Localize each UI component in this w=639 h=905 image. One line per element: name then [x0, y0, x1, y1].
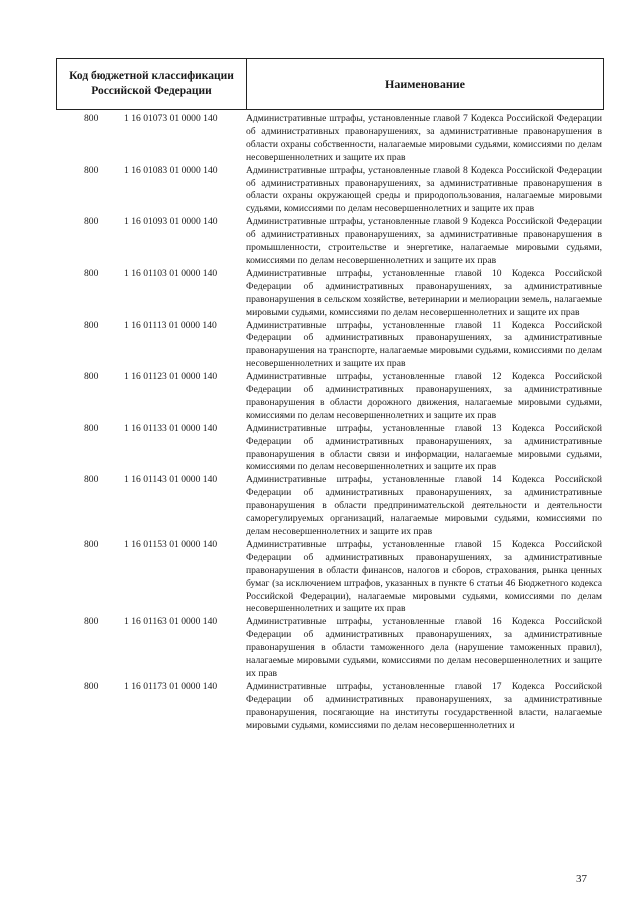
row-name: Административные штрафы, установленные главой 11 Кодекса Российской Федерации об административных правонарушениях, за административные правонарушения на транспорте, налагаемые мировыми судьями, комиссиями по делам несовершеннолетних и защите их прав: [246, 319, 602, 370]
admin-code: 800: [84, 267, 99, 279]
budget-code: 1 16 01123 01 0000 140: [124, 371, 218, 383]
table-row: [56, 539, 604, 616]
admin-code: 800: [84, 474, 99, 486]
table-row: [56, 616, 604, 681]
table-row: [56, 165, 604, 217]
budget-code: 1 16 01133 01 0000 140: [124, 422, 218, 434]
table-row: [56, 320, 604, 372]
admin-code: 800: [84, 616, 99, 628]
budget-code: 1 16 01083 01 0000 140: [124, 164, 218, 176]
budget-code: 1 16 01093 01 0000 140: [124, 216, 218, 228]
budget-code: 1 16 01153 01 0000 140: [124, 538, 218, 550]
table-body: [56, 113, 604, 733]
budget-code: 1 16 01103 01 0000 140: [124, 267, 218, 279]
admin-code: 800: [84, 371, 99, 383]
row-name: Административные штрафы, установленные главой 17 Кодекса Российской Федерации об административных правонарушениях, за административные правонарушения, посягающие на институты государственной власти, налагаемые мировыми судьями, комиссиями по делам несовершеннолетних и: [246, 680, 602, 731]
table-row: [56, 474, 604, 539]
table-row: [56, 681, 604, 733]
budget-code: 1 16 01143 01 0000 140: [124, 474, 218, 486]
admin-code: 800: [84, 319, 99, 331]
budget-code: 1 16 01073 01 0000 140: [124, 113, 218, 124]
admin-code: 800: [84, 164, 99, 176]
header-code-column: Код бюджетной классификации Российской Федерации: [57, 59, 247, 109]
table-header: [56, 58, 604, 110]
row-name: Административные штрафы, установленные главой 12 Кодекса Российской Федерации об административных правонарушениях, за административные правонарушения в области дорожного движения, налагаемые мировыми судьями, комиссиями по делам несовершеннолетних и защите их прав: [246, 371, 602, 421]
table-row: [56, 371, 604, 423]
budget-code: 1 16 01173 01 0000 140: [124, 680, 218, 692]
row-name: Административные штрафы, установленные главой 14 Кодекса Российской Федерации об административных правонарушениях, за административные правонарушения в области предпринимательской деятельности и деятельности саморегулируемых организаций, налагаемые мировыми судьями, комиссиями по делам несовершеннолетних и защите их прав: [246, 474, 602, 537]
admin-code: 800: [84, 680, 99, 692]
budget-code: 1 16 01163 01 0000 140: [124, 616, 218, 628]
admin-code: 800: [84, 216, 99, 228]
header-name-column: Наименование: [385, 76, 465, 91]
row-name: Административные штрафы, установленные главой 10 Кодекса Российской Федерации об административных правонарушениях, за административные правонарушения в сельском хозяйстве, ветеринарии и мелиорации земель, налагаемые мировыми судьями, комиссиями по делам несовершеннолетних и защите их прав: [246, 267, 602, 318]
admin-code: 800: [84, 422, 99, 434]
row-name: Административные штрафы, установленные главой 7 Кодекса Российской Федерации об административных правонарушениях, за административные правонарушения в области охраны собственности, налагаемые мировыми судьями, комиссиями по делам несовершеннолетних и защите их прав: [246, 113, 602, 163]
table-row: [56, 268, 604, 320]
table-row: [56, 216, 604, 268]
table-row: [56, 113, 604, 165]
page-number: 37: [576, 873, 587, 885]
row-name: Административные штрафы, установленные главой 8 Кодекса Российской Федерации об административных правонарушениях, за административные правонарушения в области охраны окружающей среды и природопользования, налагаемые мировыми судьями, комиссиями по делам несовершеннолетних и защите их прав: [246, 164, 602, 215]
admin-code: 800: [84, 113, 99, 124]
row-name: Административные штрафы, установленные главой 16 Кодекса Российской Федерации об административных правонарушениях, за административные правонарушения в области таможенного дела (нарушение таможенных правил), налагаемые мировыми судьями, комиссиями по делам несовершеннолетних и защите их прав: [246, 616, 602, 679]
row-name: Административные штрафы, установленные главой 15 Кодекса Российской Федерации об административных правонарушениях, за административные правонарушения в области финансов, налогов и сборов, страхования, рынка ценных бумаг (за исключением штрафов, указанных в пункте 6 статьи 46 Бюджетного кодекса Российской Федерации), налагаемые мировыми судьями, комиссиями по делам несовершеннолетних и защите их прав: [246, 538, 602, 615]
admin-code: 800: [84, 538, 99, 550]
table-row: [56, 423, 604, 475]
budget-code: 1 16 01113 01 0000 140: [124, 319, 217, 331]
row-name: Административные штрафы, установленные главой 13 Кодекса Российской Федерации об административных правонарушениях, за административные правонарушения в области связи и информации, налагаемые мировыми судьями, комиссиями по делам несовершеннолетних и защите их прав: [246, 422, 602, 473]
row-name: Административные штрафы, установленные главой 9 Кодекса Российской Федерации об административных правонарушениях, за административные правонарушения в промышленности, строительстве и энергетике, налагаемые мировыми судьями, комиссиями по делам несовершеннолетних и защите их прав: [246, 216, 602, 266]
